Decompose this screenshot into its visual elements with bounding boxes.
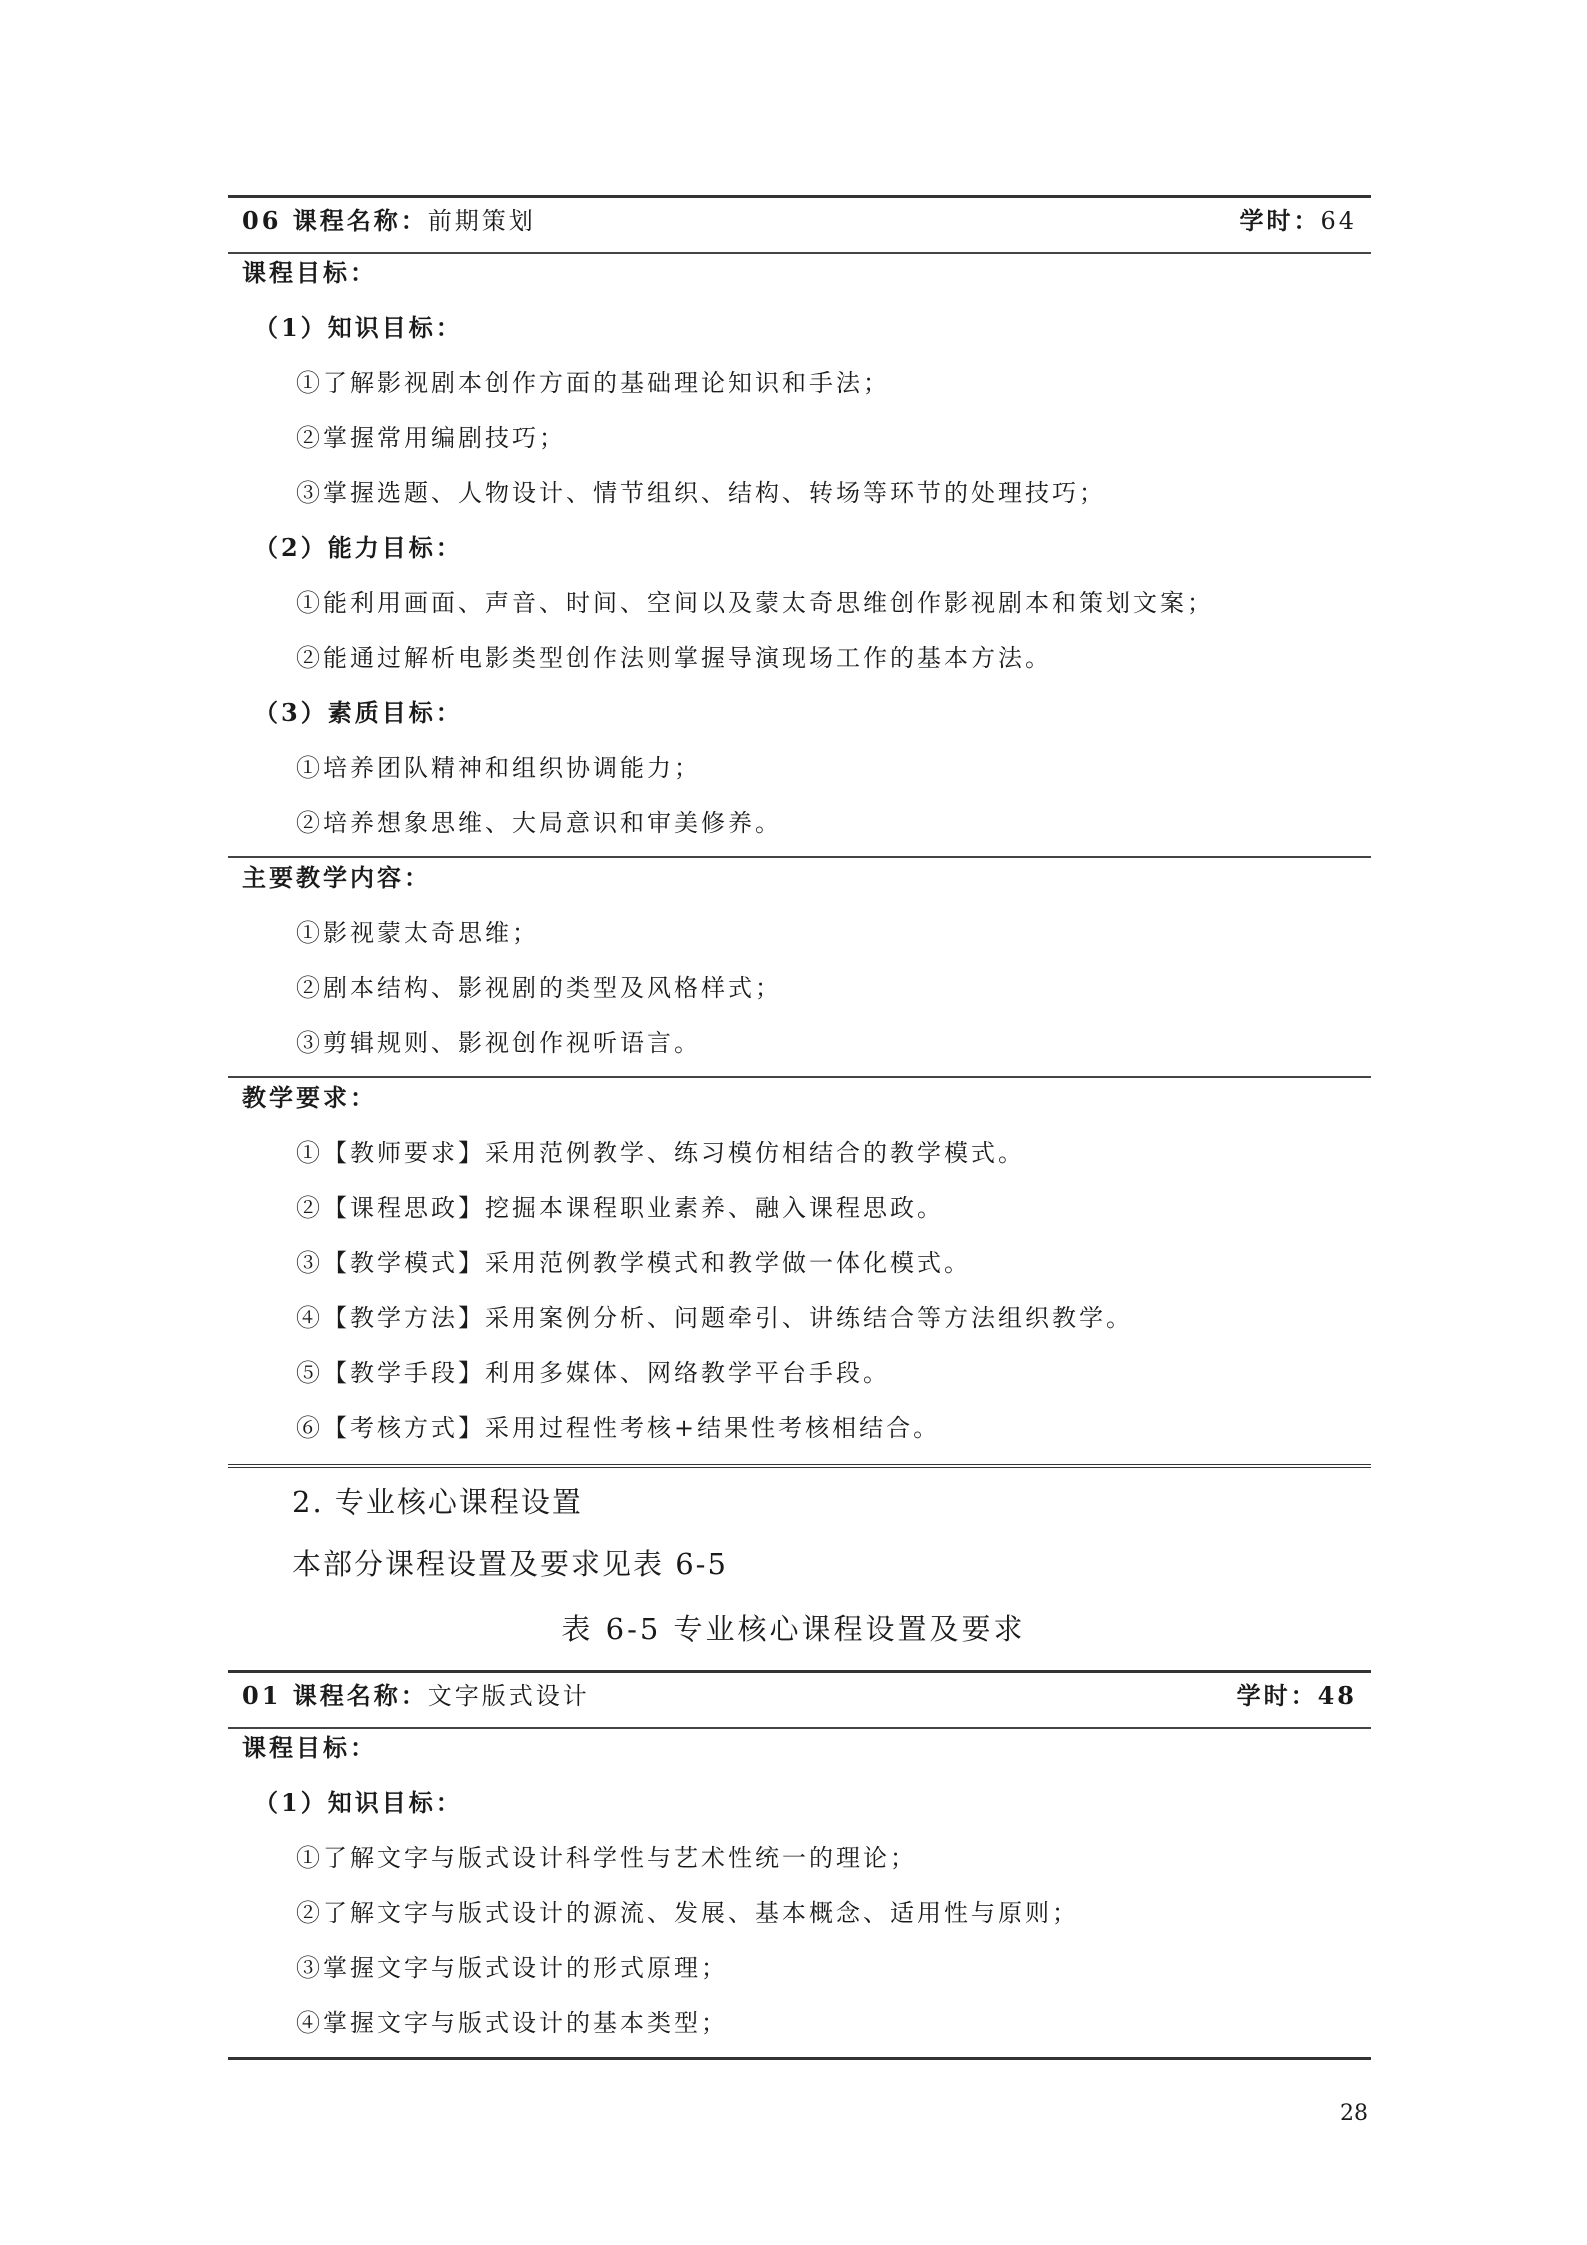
list-item: ④【教学方法】采用案例分析、问题牵引、讲练结合等方法组织教学。 [296,1304,1133,1332]
list-item: ③【教学模式】采用范例教学模式和教学做一体化模式。 [296,1249,971,1277]
content-title: 主要教学内容： [242,863,431,892]
course-name: 前期策划 [427,207,536,235]
course-hours [1237,1679,1357,1713]
list-item: ②掌握常用编剧技巧； [296,424,566,452]
list-item: ①影视蒙太奇思维； [296,919,539,947]
hours-label: 学时： [1239,206,1321,235]
course-header [242,204,536,238]
list-item: ①了解影视剧本创作方面的基础理论知识和手法； [296,369,890,397]
course-table-1 [228,190,1371,1470]
page-number: 28 [1340,2101,1368,2126]
table-caption: 表 6-5 专业核心课程设置及要求 [561,1612,1026,1646]
ability-title: （2）能力目标： [254,533,463,562]
course-hours [1239,204,1357,238]
table-top-rule [228,195,1371,198]
row-divider [228,856,1371,858]
course-table-2 [228,1665,1371,2065]
list-item: ③掌握选题、人物设计、情节组织、结构、转场等环节的处理技巧； [296,479,1106,507]
course-name: 文字版式设计 [427,1682,590,1710]
list-item: ①培养团队精神和组织协调能力； [296,754,701,782]
course-label: 06 课程名称： [242,206,428,235]
course-label: 01 课程名称： [242,1681,428,1710]
list-item: ②剧本结构、影视剧的类型及风格样式； [296,974,782,1002]
list-item: ③剪辑规则、影视创作视听语言。 [296,1029,701,1057]
list-item: ②了解文字与版式设计的源流、发展、基本概念、适用性与原则； [296,1899,1079,1927]
row-divider [228,1727,1371,1729]
section-heading: 2. 专业核心课程设置 [292,1485,583,1519]
list-item: ⑤【教学手段】利用多媒体、网络教学平台手段。 [296,1359,890,1387]
row-divider [228,252,1371,254]
knowledge-title: （1）知识目标： [254,313,463,342]
table-top-rule [228,1670,1371,1673]
table-bottom-rule [228,2057,1371,2060]
list-item: ⑥【考核方式】采用过程性考核+结果性考核相结合。 [296,1414,941,1442]
row-divider [228,1076,1371,1078]
quality-title: （3）素质目标： [254,698,463,727]
list-item: ②能通过解析电影类型创作法则掌握导演现场工作的基本方法。 [296,644,1052,672]
list-item: ①【教师要求】采用范例教学、练习模仿相结合的教学模式。 [296,1139,1025,1167]
hours-value: 64 [1320,207,1357,235]
goals-title: 课程目标： [242,1733,377,1762]
knowledge-title: （1）知识目标： [254,1788,463,1817]
table-bottom-rule [228,1464,1371,1468]
list-item: ④掌握文字与版式设计的基本类型； [296,2009,728,2037]
hours-label: 学时： [1236,1681,1318,1710]
list-item: ②培养想象思维、大局意识和审美修养。 [296,809,782,837]
list-item: ②【课程思政】挖掘本课程职业素养、融入课程思政。 [296,1194,944,1222]
goals-title: 课程目标： [242,258,377,287]
hours-value: 48 [1317,1681,1357,1710]
course-header [242,1679,590,1713]
list-item: ①能利用画面、声音、时间、空间以及蒙太奇思维创作影视剧本和策划文案； [296,589,1214,617]
list-item: ①了解文字与版式设计科学性与艺术性统一的理论； [296,1844,917,1872]
requirements-title: 教学要求： [242,1083,377,1112]
list-item: ③掌握文字与版式设计的形式原理； [296,1954,728,1982]
section-paragraph: 本部分课程设置及要求见表 6-5 [292,1547,728,1581]
